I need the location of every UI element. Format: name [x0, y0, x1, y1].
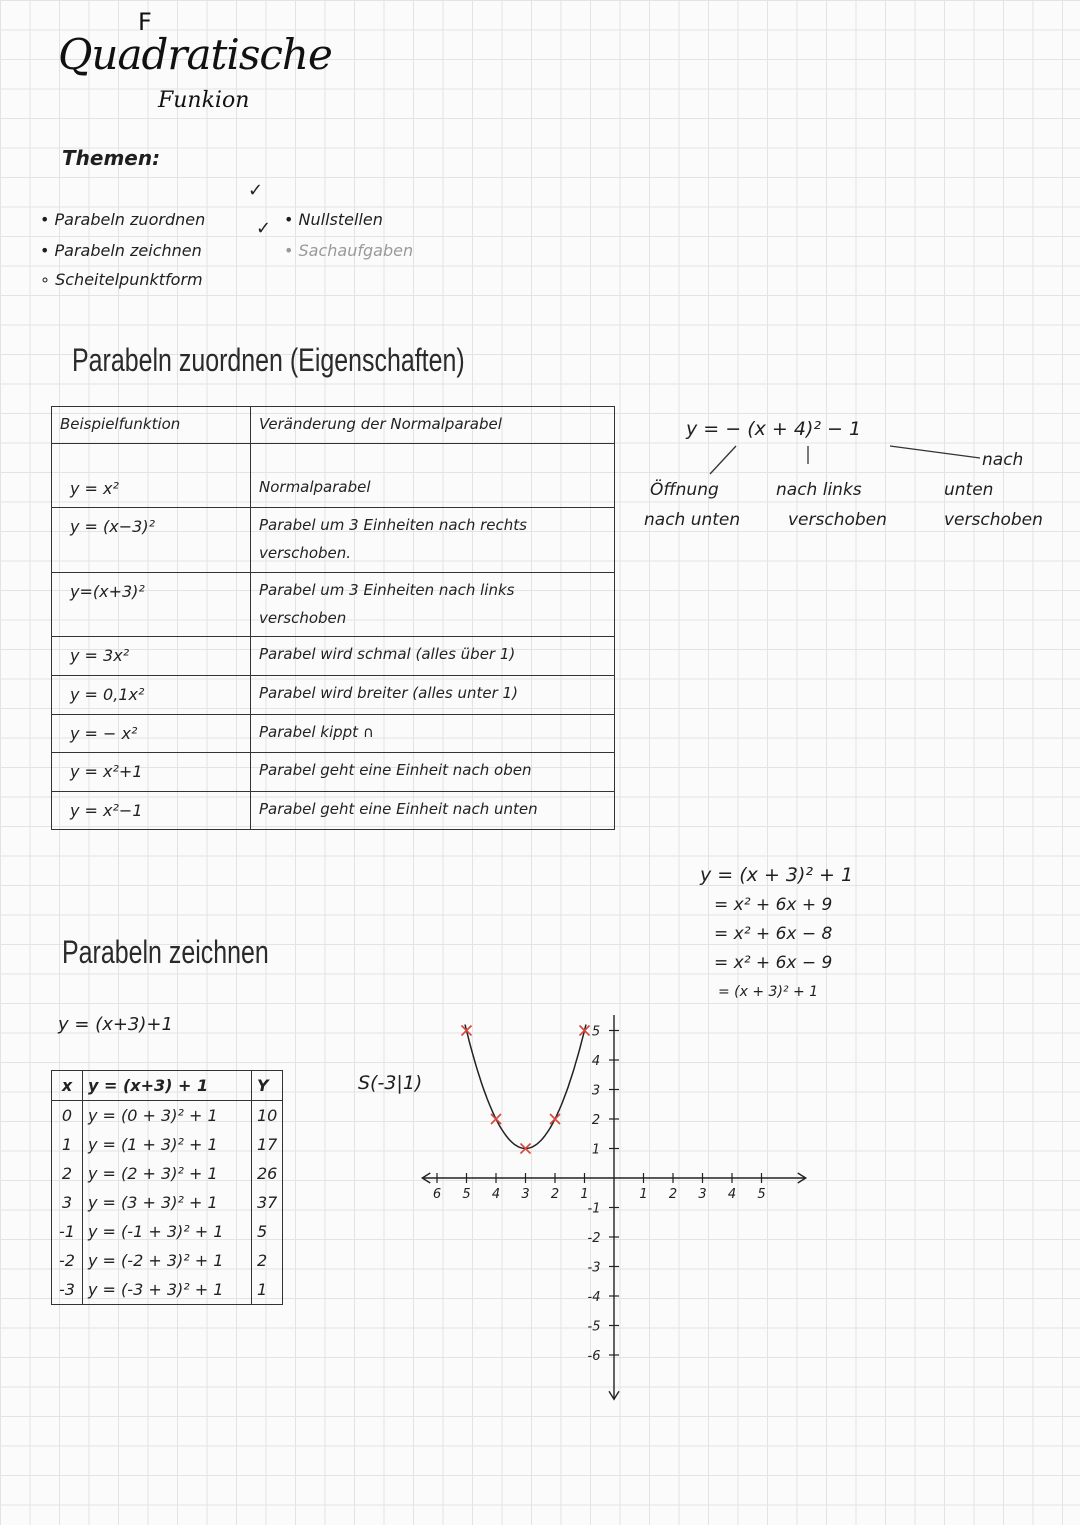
table-row — [52, 1130, 283, 1159]
table-header: x — [52, 1071, 83, 1101]
y-cell: 5 — [252, 1217, 283, 1246]
topic-item: • Parabeln zeichnen — [40, 241, 202, 260]
x-cell: -1 — [52, 1217, 83, 1246]
annotation-label: nach — [982, 450, 1024, 470]
table-header: Veränderung der Normalparabel — [251, 407, 615, 444]
section-heading: Parabeln zuordnen (Eigenschaften) — [72, 342, 465, 378]
x-tick-label: 2 — [668, 1187, 678, 1202]
annotation-label: verschoben — [788, 510, 887, 530]
expansion-line: = x² + 6x − 9 — [714, 953, 833, 973]
table-row — [52, 753, 615, 792]
x-cell: 0 — [52, 1101, 83, 1131]
x-tick-label: 6 — [432, 1187, 442, 1202]
x-cell: 1 — [52, 1130, 83, 1159]
function-cell: y=(x+3)² — [52, 572, 251, 637]
function-cell: y = x²+1 — [52, 753, 251, 792]
graph-function: y = (x+3)+1 — [58, 1014, 173, 1035]
themen-label: Themen: — [62, 146, 161, 170]
annotation-label: unten — [944, 480, 994, 500]
table-row — [52, 714, 615, 753]
formula-cell: y = (-1 + 3)² + 1 — [83, 1217, 252, 1246]
value-table — [51, 1070, 283, 1305]
x-tick-label: 3 — [521, 1187, 530, 1202]
description-cell: Parabel kippt ∩ — [251, 714, 615, 753]
description-cell: Parabel wird schmal (alles über 1) — [251, 637, 615, 676]
description-cell: Parabel geht eine Einheit nach unten — [251, 791, 615, 830]
y-tick-label: -3 — [587, 1260, 601, 1276]
coordinate-graph — [390, 1015, 810, 1425]
expansion-line: y = (x + 3)² + 1 — [700, 864, 854, 886]
point-marker — [580, 1026, 590, 1036]
page-title: Quadratische — [58, 30, 332, 79]
point-marker — [491, 1114, 501, 1124]
check-icon: ✓ — [256, 218, 272, 239]
annotation-label: verschoben — [944, 510, 1043, 530]
y-tick-label: 4 — [591, 1054, 601, 1069]
parabola-curve — [465, 1025, 586, 1149]
y-tick-label: -5 — [587, 1319, 601, 1335]
x-tick-label: 4 — [491, 1187, 501, 1202]
y-tick-label: -6 — [587, 1349, 601, 1364]
y-cell: 26 — [252, 1159, 283, 1188]
function-cell: y = (x−3)² — [52, 508, 251, 573]
formula-cell: y = (-2 + 3)² + 1 — [83, 1246, 252, 1275]
x-cell: -2 — [52, 1246, 83, 1275]
annotation-label: nach links — [776, 480, 862, 500]
properties-table — [51, 406, 615, 830]
function-cell: y = 3x² — [52, 637, 251, 676]
function-cell: y = 0,1x² — [52, 675, 251, 714]
vertex-label: S(-3|1) — [358, 1072, 423, 1094]
formula-cell: y = (0 + 3)² + 1 — [83, 1101, 252, 1131]
table-header: Beispielfunktion — [52, 407, 251, 444]
annotation-label: Öffnung — [650, 480, 719, 500]
table-row — [52, 1159, 283, 1188]
x-tick-label: 4 — [727, 1187, 737, 1202]
formula-cell: y = (-3 + 3)² + 1 — [83, 1275, 252, 1305]
description-cell: Parabel um 3 Einheiten nach rechts verschoben. — [251, 508, 615, 573]
x-tick-label: 2 — [550, 1187, 560, 1202]
topic-item: • Parabeln zuordnen — [40, 210, 206, 229]
table-header: Y — [252, 1071, 283, 1101]
annotation-label: nach unten — [644, 510, 741, 530]
annotated-formula: y = − (x + 4)² − 1 — [686, 418, 862, 440]
point-marker — [550, 1114, 560, 1124]
description-cell: Normalparabel — [251, 443, 615, 508]
x-cell: 2 — [52, 1159, 83, 1188]
y-tick-label: -2 — [587, 1231, 601, 1246]
table-row — [52, 508, 615, 573]
function-cell: y = x²−1 — [52, 791, 251, 830]
table-header: y = (x+3) + 1 — [83, 1071, 252, 1101]
expansion-line: = x² + 6x − 8 — [714, 924, 833, 944]
table-row — [52, 1101, 283, 1131]
y-tick-label: 1 — [591, 1142, 601, 1158]
description-cell: Parabel um 3 Einheiten nach links verschoben — [251, 572, 615, 637]
y-cell: 1 — [252, 1275, 283, 1305]
y-tick-label: -4 — [587, 1290, 601, 1305]
formula-cell: y = (1 + 3)² + 1 — [83, 1130, 252, 1159]
topic-item: • Sachaufgaben — [284, 241, 414, 260]
y-tick-label: -1 — [587, 1201, 601, 1217]
x-tick-label: 3 — [698, 1187, 707, 1202]
table-row — [52, 637, 615, 676]
title-mark: F — [138, 8, 152, 36]
check-icon: ✓ — [248, 180, 264, 201]
x-tick-label: 1 — [639, 1187, 648, 1202]
function-cell: y = − x² — [52, 714, 251, 753]
y-cell: 10 — [252, 1101, 283, 1131]
y-tick-label: 5 — [591, 1024, 601, 1040]
x-tick-label: 1 — [580, 1187, 589, 1202]
table-row — [52, 1188, 283, 1217]
y-cell: 17 — [252, 1130, 283, 1159]
formula-cell: y = (3 + 3)² + 1 — [83, 1188, 252, 1217]
description-cell: Parabel wird breiter (alles unter 1) — [251, 675, 615, 714]
x-cell: -3 — [52, 1275, 83, 1305]
table-row — [52, 1275, 283, 1305]
expansion-line: = x² + 6x + 9 — [714, 895, 833, 915]
section-heading: Parabeln zeichnen — [62, 934, 269, 970]
y-cell: 2 — [252, 1246, 283, 1275]
page-subtitle: Funkion — [158, 88, 250, 113]
topic-item: • Nullstellen — [284, 210, 383, 229]
table-row — [52, 572, 615, 637]
description-cell: Parabel geht eine Einheit nach oben — [251, 753, 615, 792]
table-row — [52, 1217, 283, 1246]
y-tick-label: 3 — [591, 1083, 601, 1099]
formula-cell: y = (2 + 3)² + 1 — [83, 1159, 252, 1188]
point-marker — [462, 1026, 472, 1036]
table-row — [52, 791, 615, 830]
function-cell: y = x² — [52, 443, 251, 508]
x-cell: 3 — [52, 1188, 83, 1217]
table-row — [52, 443, 615, 508]
table-row — [52, 675, 615, 714]
topic-item: ∘ Scheitelpunktform — [40, 270, 203, 289]
x-tick-label: 5 — [757, 1187, 766, 1202]
y-cell: 37 — [252, 1188, 283, 1217]
y-tick-label: 2 — [591, 1113, 601, 1128]
table-row — [52, 1246, 283, 1275]
expansion-line: = (x + 3)² + 1 — [718, 984, 819, 1000]
x-tick-label: 5 — [462, 1187, 471, 1202]
